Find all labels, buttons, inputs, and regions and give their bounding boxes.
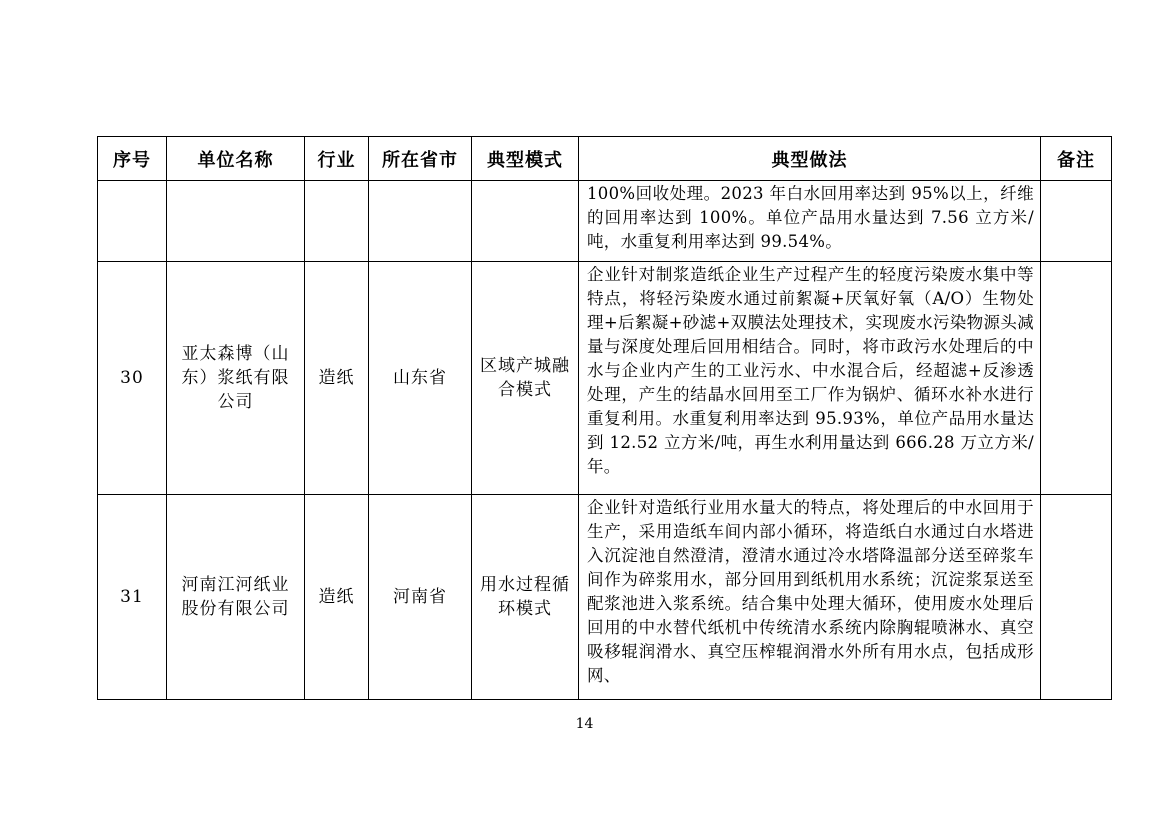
cell-remark: [1041, 495, 1112, 700]
page-number: 14: [575, 716, 594, 732]
cell-province: 河南省: [369, 495, 472, 700]
table-header-row: [98, 137, 1112, 181]
header-province: 所在省市: [369, 137, 472, 181]
header-remark: 备注: [1041, 137, 1112, 181]
header-industry: 行业: [305, 137, 369, 181]
table-row: [98, 495, 1112, 700]
cell-industry: 造纸: [305, 495, 369, 700]
cell-practice: [579, 495, 1041, 700]
header-serial: 序号: [98, 137, 167, 181]
cell-industry: 造纸: [305, 262, 369, 495]
cell-province: [369, 181, 472, 262]
cell-serial: [98, 181, 167, 262]
header-practice: 典型做法: [579, 137, 1041, 181]
cell-remark: [1041, 181, 1112, 262]
table-row: [98, 262, 1112, 495]
practice-text: 企业针对制浆造纸企业生产过程产生的轻度污染废水集中等特点，将轻污染废水通过前絮凝+厌氧好氧（A/O）生物处理+后絮凝+砂滤+双膜法处理技术，实现废水污染物源头减量与深度处理后回用相结合。同时，将市政污水处理后的中水与企业内产生的工业污水、中水混合后，经超滤+反渗透处理，产生的结晶水回用至工厂作为锅炉、循环水补水进行重复利用。水重复利用率达到 95.93%，单位产品用水量达到 12.52 立方米/吨，再生水利用量达到 666.28 万立方米/年。: [587, 265, 1034, 476]
cell-mode: [472, 181, 579, 262]
cell-province: 山东省: [369, 262, 472, 495]
cell-mode: 用水过程循环模式: [472, 495, 579, 700]
practice-text: 企业针对造纸行业用水量大的特点，将处理后的中水回用于生产，采用造纸车间内部小循环，将造纸白水通过白水塔进入沉淀池自然澄清，澄清水通过冷水塔降温部分送至碎浆车间作为碎浆用水，部分回用到纸机用水系统；沉淀浆泵送至配浆池进入浆系统。结合集中处理大循环，使用废水处理后回用的中水替代纸机中传统清水系统内除胸辊喷淋水、真空吸移辊润滑水、真空压榨辊润滑水外所有用水点，包括成形网、: [587, 498, 1034, 685]
cell-industry: [305, 181, 369, 262]
cell-mode: 区域产城融合模式: [472, 262, 579, 495]
practice-clip: [587, 496, 1034, 694]
practice-text: 100%回收处理。2023 年白水回用率达到 95%以上，纤维的回用率达到 100%。单位产品用水量达到 7.56 立方米/吨，水重复利用率达到 99.54%。: [587, 184, 1034, 251]
cell-unit-name: [167, 181, 305, 262]
cell-serial: 31: [98, 495, 167, 700]
cell-practice: [579, 181, 1041, 262]
cell-practice: [579, 262, 1041, 495]
header-mode: 典型模式: [472, 137, 579, 181]
table-row: [98, 181, 1112, 262]
cell-remark: [1041, 262, 1112, 495]
cell-serial: 30: [98, 262, 167, 495]
header-unit-name: 单位名称: [167, 137, 305, 181]
cell-unit-name: 河南江河纸业股份有限公司: [167, 495, 305, 700]
cell-unit-name: 亚太森博（山东）浆纸有限公司: [167, 262, 305, 495]
practice-table: [97, 136, 1112, 700]
